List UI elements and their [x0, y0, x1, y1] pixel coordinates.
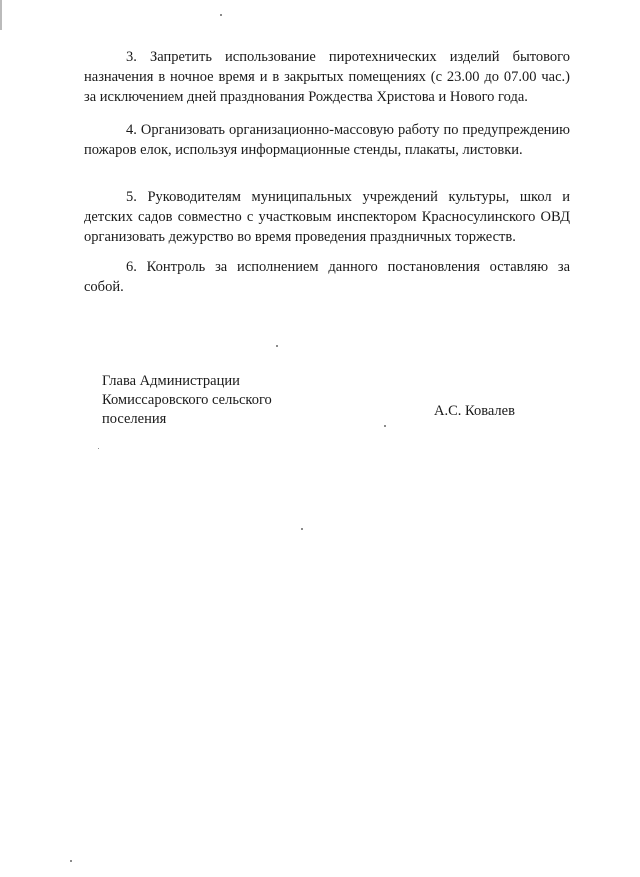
signature-title-line-1: Глава Администрации — [102, 373, 240, 389]
paragraph-text: 5. Руководителям муниципальных учреждений культуры, школ и детских садов совместно с участковым инспектором Красносулинского ОВД организовать дежурство во время проведения праздничных торжеств. — [84, 189, 570, 245]
paragraph-text: 3. Запретить использование пиротехнических изделий бытового назначения в ночное время и в закрытых помещениях (с 23.00 до 07.00 час.) за исключением дней празднования Рождества Христова и Нового года. — [84, 49, 570, 105]
scan-speck — [276, 345, 278, 347]
signature-name: А.С. Ковалев — [434, 403, 515, 419]
paragraph-text: 4. Организовать организационно-массовую работу по предупреждению пожаров елок, используя информационные стенды, плакаты, листовки. — [84, 122, 570, 158]
scan-speck — [70, 860, 72, 862]
paragraph-item-5 — [84, 187, 570, 247]
signature-title-line-3: поселения — [102, 411, 167, 427]
scan-speck — [98, 448, 99, 449]
paragraph-item-6 — [84, 257, 570, 297]
scan-speck — [220, 14, 222, 16]
scan-edge-mark — [0, 0, 2, 30]
paragraph-text: 6. Контроль за исполнением данного постановления оставляю за собой. — [84, 259, 570, 295]
paragraph-item-3 — [84, 47, 570, 107]
signature-title-line-2: Комиссаровского сельского — [102, 392, 272, 408]
scan-speck — [384, 425, 386, 427]
signature-title-block — [102, 372, 272, 429]
scan-speck — [301, 528, 303, 530]
paragraph-item-4 — [84, 120, 570, 160]
